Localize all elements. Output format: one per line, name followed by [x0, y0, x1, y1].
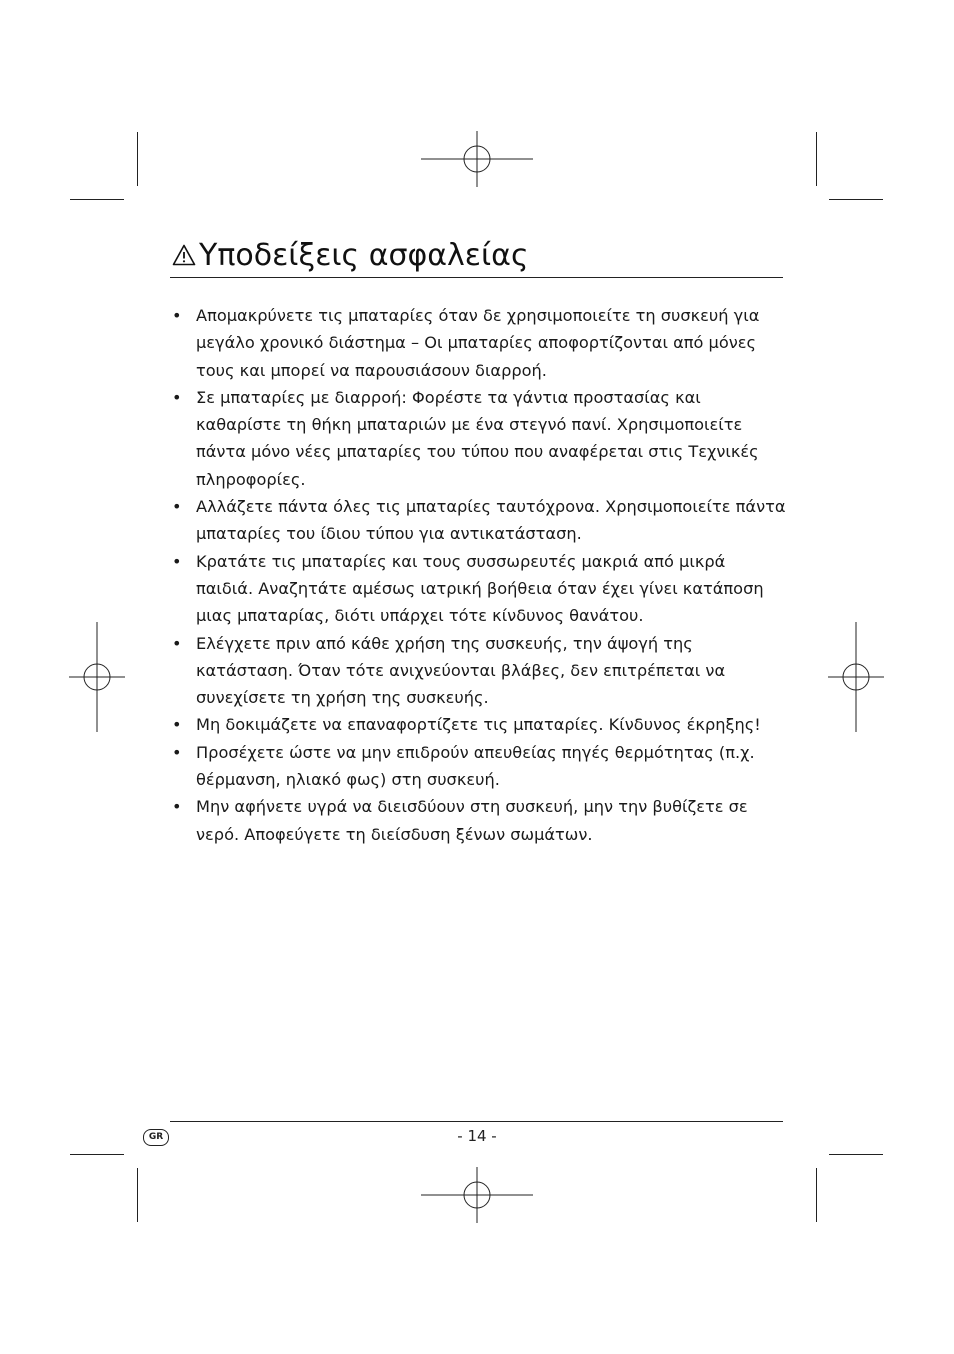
crop-mark	[816, 1168, 817, 1222]
registration-mark-icon	[421, 131, 533, 187]
registration-mark-icon	[69, 622, 125, 732]
crop-mark	[829, 199, 883, 200]
list-item: • Απομακρύνετε τις μπαταρίες όταν δε χρησιμοποιείτε τη συσκευή για μεγάλο χρονικό διάστημα – Οι μπαταρίες αποφορτίζονται από μόνες τους και μπορεί να παρουσιάσουν διαρροή.	[171, 302, 786, 384]
crop-mark	[70, 1154, 124, 1155]
crop-mark	[829, 1154, 883, 1155]
warning-triangle-icon	[172, 244, 196, 266]
footer-divider	[170, 1121, 783, 1122]
crop-mark	[70, 199, 124, 200]
list-item: • Μην αφήνετε υγρά να διεισδύουν στη συσκευή, μην την βυθίζετε σε νερό. Αποφεύγετε τη διείσδυση ξένων σωμάτων.	[171, 793, 786, 848]
list-item: • Σε μπαταρίες με διαρροή: Φορέστε τα γάντια προστασίας και καθαρίστε τη θήκη μπαταριών με ένα στεγνό πανί. Χρησιμοποιείτε πάντα μόνο νέες μπαταρίες του τύπου που αναφέρεται στις Τεχνικές πληροφορίες.	[171, 384, 786, 493]
crop-mark	[137, 132, 138, 186]
safety-notes-list	[171, 302, 786, 848]
list-item: • Αλλάζετε πάντα όλες τις μπαταρίες ταυτόχρονα. Χρησιμοποιείτε πάντα μπαταρίες του ίδιου τύπου για αντικατάσταση.	[171, 493, 786, 548]
page-number: - 14 -	[457, 1127, 497, 1145]
crop-mark	[137, 1168, 138, 1222]
list-item: • Κρατάτε τις μπαταρίες και τους συσσωρευτές μακριά από μικρά παιδιά. Αναζητάτε αμέσως ιατρική βοήθεια όταν έχει γίνει κατάποση μιας μπαταρίας, διότι υπάρχει τότε κίνδυνος θανάτου.	[171, 548, 786, 630]
list-item: • Ελέγχετε πριν από κάθε χρήση της συσκευής, την άψογή της κατάσταση. Όταν τότε ανιχνεύονται βλάβες, δεν επιτρέπεται να συνεχίσετε τη χρήση της συσκευής.	[171, 630, 786, 712]
list-item: • Προσέχετε ώστε να μην επιδρούν απευθείας πηγές θερμότητας (π.χ. θέρμανση, ηλιακό φως) στη συσκευή.	[171, 739, 786, 794]
page-title	[172, 236, 782, 276]
list-item: • Μη δοκιμάζετε να επαναφορτίζετε τις μπαταρίες. Κίνδυνος έκρηξης!	[171, 711, 786, 738]
registration-mark-icon	[421, 1167, 533, 1223]
page-title-text: Υποδείξεις ασφαλείας	[199, 238, 529, 273]
language-badge: GR	[143, 1129, 169, 1146]
title-divider	[170, 277, 783, 278]
registration-mark-icon	[828, 622, 884, 732]
crop-mark	[816, 132, 817, 186]
